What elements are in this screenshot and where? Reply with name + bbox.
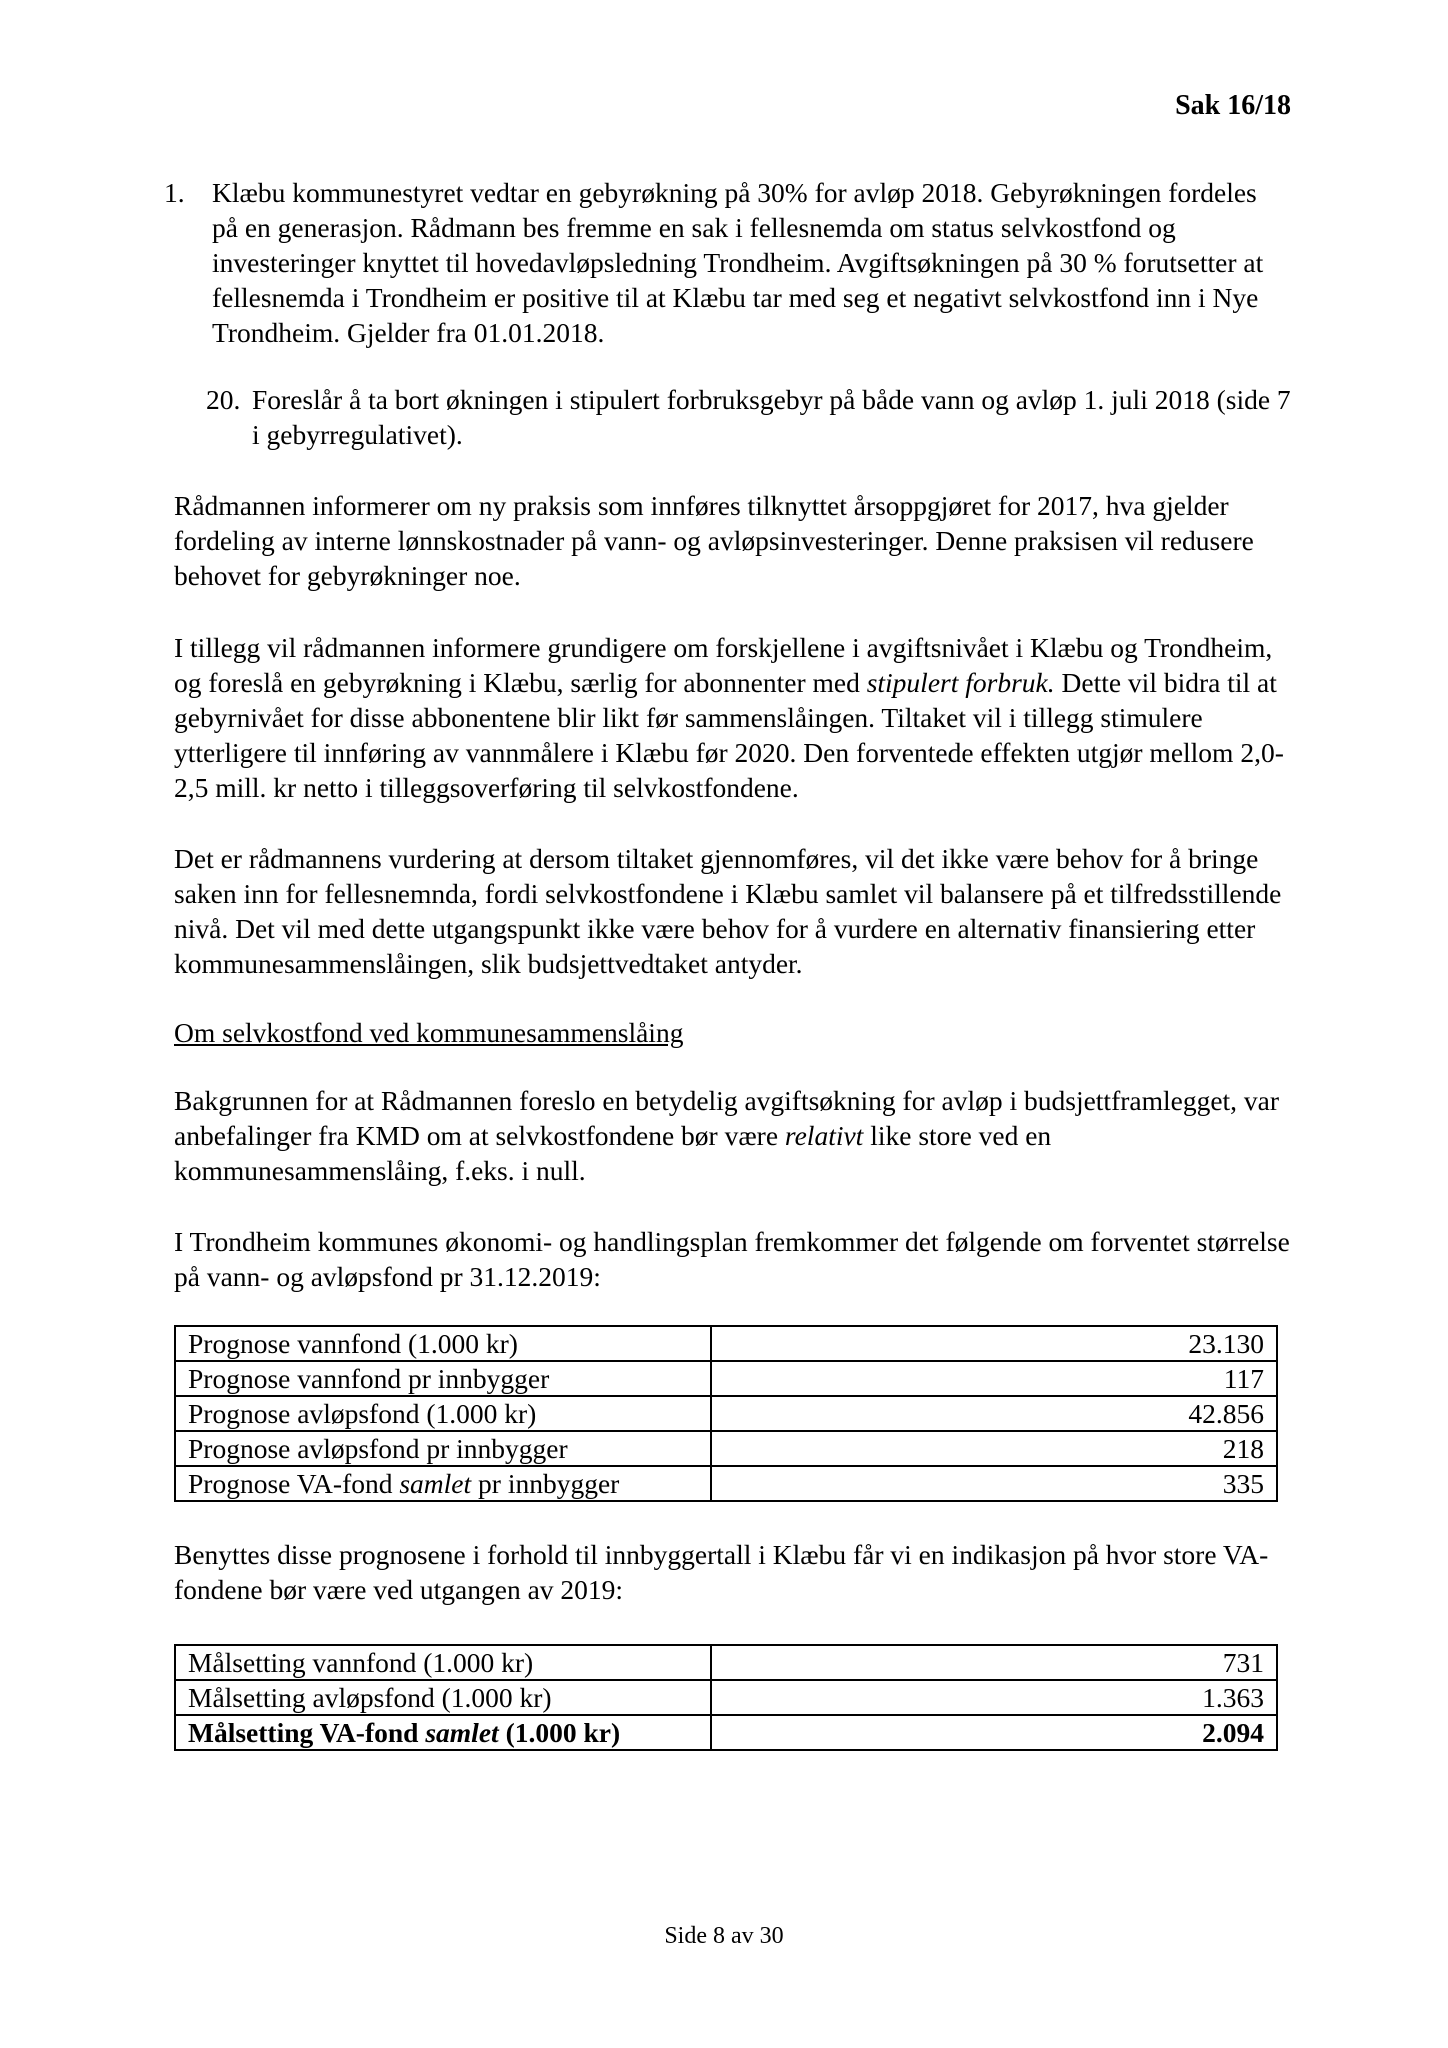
table-row xyxy=(175,1466,1277,1501)
section-heading: Om selvkostfond ved kommunesammenslåing xyxy=(174,1017,684,1048)
table-row xyxy=(175,1396,1277,1431)
table-row xyxy=(175,1680,1277,1715)
table-total-row xyxy=(175,1715,1277,1750)
paragraph-indikasjon: Benyttes disse prognosene i forhold til innbyggertall i Klæbu får vi en indikasjon på hvor store VA- fondene bør være ved utgangen av 2019: xyxy=(174,1539,1269,1605)
table-row xyxy=(175,1326,1277,1361)
cell-emphasis: samlet xyxy=(399,1468,472,1499)
table-cell-label: Prognose avløpsfond (1.000 kr) xyxy=(175,1396,711,1431)
case-reference: Sak 16/18 xyxy=(1175,90,1291,121)
paragraph-praksis: Rådmannen informerer om ny praksis som innføres tilknyttet årsoppgjøret for 2017, hva gjelder fordeling av interne lønnskostnader på vann- og avløpsinvesteringer. Denne praksisen vil redusere behovet for gebyrøkninger noe. xyxy=(174,490,1254,591)
paragraph-tillegg xyxy=(174,630,1292,805)
table-cell-label: Prognose vannfond pr innbygger xyxy=(175,1361,711,1396)
paragraph-vurdering: Det er rådmannens vurdering at dersom tiltaket gjennomføres, vil det ikke være behov for å bringe saken inn for fellesnemnda, fordi selvkostfondene i Klæbu samlet vil balansere på et tilfredsstillende nivå. Det vil med dette utgangspunkt ikke være behov for å vurdere en alternativ finansiering etter kommunesammenslåingen, slik budsjettvedtaket antyder. xyxy=(174,843,1282,979)
table-cell-label: Prognose avløpsfond pr innbygger xyxy=(175,1431,711,1466)
target-table xyxy=(174,1644,1278,1751)
table-cell-label: Målsetting vannfond (1.000 kr) xyxy=(175,1645,711,1680)
table-cell-label: Prognose vannfond (1.000 kr) xyxy=(175,1326,711,1361)
decision-item-number: 20. xyxy=(206,384,241,415)
paragraph-emphasis: stipulert forbruk. xyxy=(866,667,1055,698)
decision-item-20 xyxy=(206,382,1292,452)
table-cell-value: 1.363 xyxy=(711,1680,1277,1715)
table-row xyxy=(175,1431,1277,1466)
table-cell-value: 42.856 xyxy=(711,1396,1277,1431)
decision-item-text: Klæbu kommunestyret vedtar en gebyrøkning på 30% for avløp 2018. Gebyrøkningen fordeles på en generasjon. Rådmann bes fremme en sak i fellesnemda om status selvkostfond og investeringer knyttet til hovedavløpsledning Trondheim. Avgiftsøkningen på 30 % forutsetter at fellesnemda i Trondheim er positive til at Klæbu tar med seg et negativt selvkostfond inn i Nye Trondheim. Gjelder fra 01.01.2018. xyxy=(212,177,1264,348)
table-cell-value: 731 xyxy=(711,1645,1277,1680)
cell-text: Prognose VA-fond xyxy=(188,1468,400,1499)
table-cell-value: 2.094 xyxy=(711,1715,1277,1750)
table-cell-value: 218 xyxy=(711,1431,1277,1466)
paragraph-emphasis: relativt xyxy=(784,1120,864,1151)
paragraph-text: I tillegg vil rådmannen informere grundigere om forskjellene i avgiftsnivået i Klæbu og Trondheim, og foreslå en gebyrøkning i Klæbu, særlig for abonnenter med xyxy=(174,632,1273,698)
page-number: Side 8 av 30 xyxy=(664,1923,784,1949)
table-row xyxy=(175,1361,1277,1396)
decision-item-number: 1. xyxy=(164,177,185,208)
paragraph-trondheim: I Trondheim kommunes økonomi- og handlingsplan fremkommer det følgende om forventet størrelse på vann- og avløpsfond pr 31.12.2019: xyxy=(174,1226,1290,1292)
paragraph-text: like store ved en kommunesammenslåing, f.eks. i null. xyxy=(174,1120,1052,1186)
table-cell-value: 335 xyxy=(711,1466,1277,1501)
paragraph-text: Bakgrunnen for at Rådmannen foreslo en betydelig avgiftsøkning for avløp i budsjettframlegget, var anbefalinger fra KMD om at selvkostfondene bør være xyxy=(174,1085,1280,1151)
prognosis-table xyxy=(174,1325,1278,1502)
cell-text: Målsetting VA-fond xyxy=(188,1717,426,1748)
paragraph-bakgrunn xyxy=(174,1083,1292,1188)
table-row xyxy=(175,1645,1277,1680)
table-cell-value: 23.130 xyxy=(711,1326,1277,1361)
decision-item-text: Foreslår å ta bort økningen i stipulert forbruksgebyr på både vann og avløp 1. juli 2018 (side 7 i gebyrregulativet). xyxy=(252,384,1291,450)
table-cell-label xyxy=(175,1466,711,1501)
cell-emphasis: samlet xyxy=(425,1717,499,1748)
table-cell-value: 117 xyxy=(711,1361,1277,1396)
cell-text: (1.000 kr) xyxy=(498,1717,621,1748)
paragraph-text: Dette vil bidra til at gebyrnivået for disse abbonentene blir likt før sammenslåingen. Tiltaket vil i tillegg stimulere ytterligere til innføring av vannmålere i Klæbu før 2020. Den forventede effekten utgjør mellom 2,0-2,5 mill. kr netto i tilleggsoverføring til selvkostfondene. xyxy=(174,667,1284,803)
table-cell-label xyxy=(175,1715,711,1750)
decision-item-1 xyxy=(164,175,1287,350)
table-cell-label: Målsetting avløpsfond (1.000 kr) xyxy=(175,1680,711,1715)
cell-text: pr innbygger xyxy=(471,1468,620,1499)
